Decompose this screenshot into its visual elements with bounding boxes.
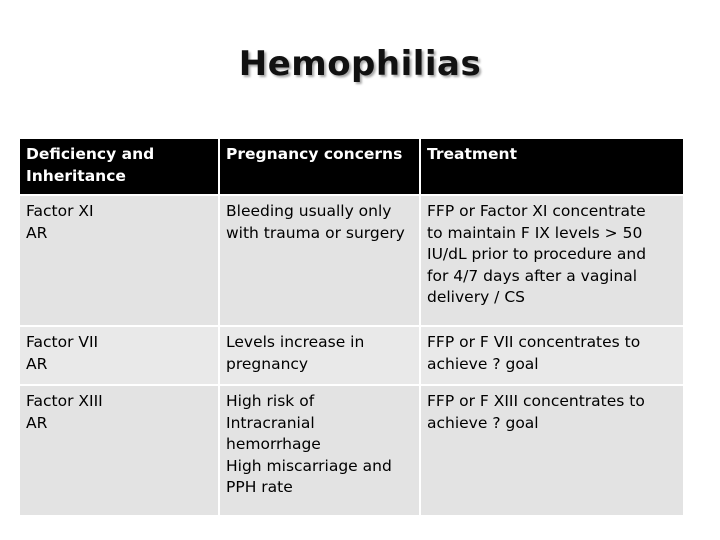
header-deficiency: Deficiency and Inheritance (20, 139, 218, 194)
cell-pregnancy-concerns: High risk of Intracranial hemorrhage High miscarriage and PPH rate (220, 386, 419, 515)
cell-treatment: FFP or F VII concentrates to achieve ? goal (421, 327, 683, 384)
header-treatment: Treatment (421, 139, 683, 194)
table-row (20, 327, 683, 384)
header-pregnancy-concerns: Pregnancy concerns (220, 139, 419, 194)
cell-pregnancy-concerns: Bleeding usually only with trauma or surgery (220, 196, 419, 325)
cell-treatment: FFP or Factor XI concentrate to maintain F IX levels > 50 IU/dL prior to procedure and for 4/7 days after a vaginal delivery / CS (421, 196, 683, 325)
cell-deficiency: Factor XIII AR (20, 386, 218, 515)
cell-deficiency: Factor XI AR (20, 196, 218, 325)
cell-treatment: FFP or F XIII concentrates to achieve ? goal (421, 386, 683, 515)
table-row (20, 386, 683, 515)
slide-title: Hemophilias (238, 44, 482, 84)
hemophilia-table (18, 137, 685, 517)
table-row (20, 196, 683, 325)
cell-pregnancy-concerns: Levels increase in pregnancy (220, 327, 419, 384)
cell-deficiency: Factor VII AR (20, 327, 218, 384)
table-header-row (20, 139, 683, 194)
